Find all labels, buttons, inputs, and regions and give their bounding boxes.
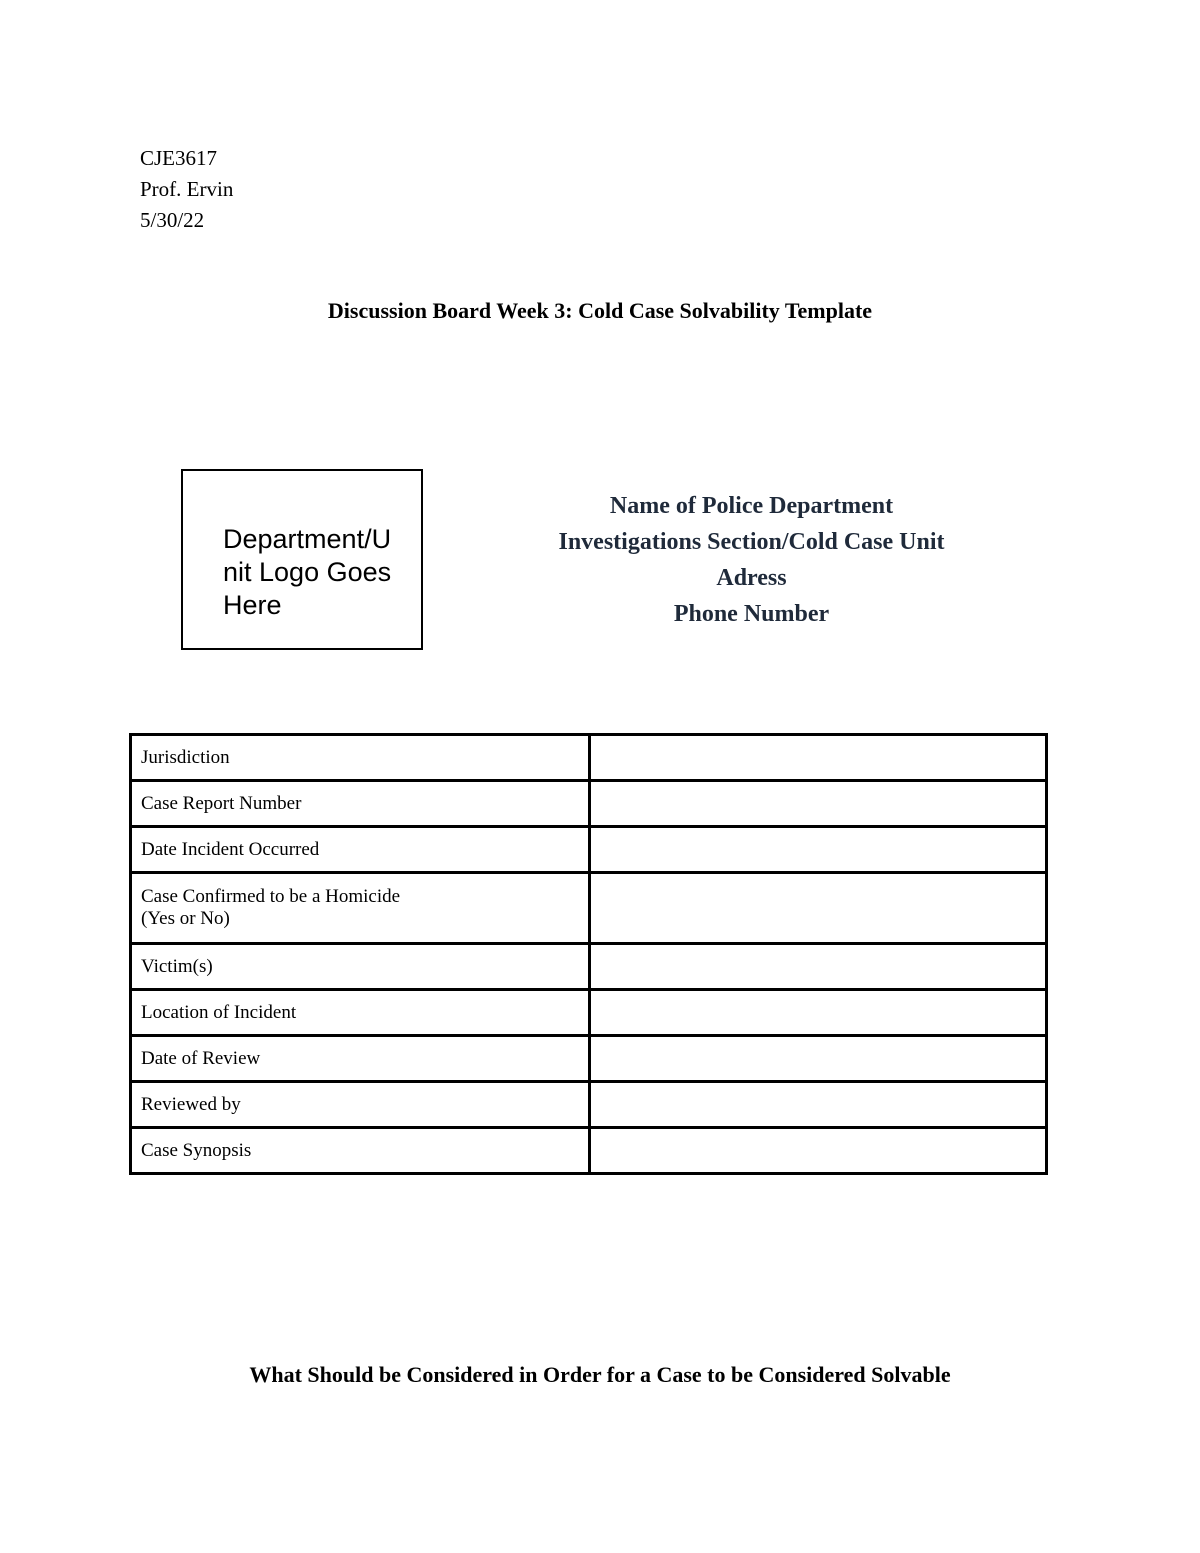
- row-value[interactable]: [590, 1036, 1047, 1082]
- department-section: Investigations Section/Cold Case Unit: [558, 529, 945, 555]
- row-value[interactable]: [590, 1082, 1047, 1128]
- row-value[interactable]: [590, 827, 1047, 873]
- row-value[interactable]: [590, 735, 1047, 781]
- row-value[interactable]: [590, 944, 1047, 990]
- department-name: Name of Police Department: [609, 493, 894, 519]
- row-label-line2: (Yes or No): [141, 908, 230, 929]
- table-row: [131, 781, 1047, 827]
- professor-name: Prof. Ervin: [140, 177, 234, 201]
- table-row: [131, 827, 1047, 873]
- course-code: CJE3617: [140, 146, 218, 170]
- department-phone: Phone Number: [673, 601, 830, 627]
- table-row: [131, 1082, 1047, 1128]
- row-value[interactable]: [590, 990, 1047, 1036]
- row-label: Reviewed by: [131, 1082, 590, 1128]
- row-label: Jurisdiction: [131, 735, 590, 781]
- row-label: Case Report Number: [131, 781, 590, 827]
- row-label: [131, 873, 590, 944]
- document-date: 5/30/22: [140, 208, 205, 232]
- table-row: [131, 1036, 1047, 1082]
- table-row: [131, 944, 1047, 990]
- row-label: Date of Review: [131, 1036, 590, 1082]
- row-label: Location of Incident: [131, 990, 590, 1036]
- row-value[interactable]: [590, 781, 1047, 827]
- table-row: [131, 990, 1047, 1036]
- row-label: Victim(s): [131, 944, 590, 990]
- solvability-heading: What Should be Considered in Order for a Case to be Considered Solvable: [249, 1362, 951, 1387]
- case-info-table: [129, 733, 1048, 1175]
- department-info: [500, 488, 1003, 632]
- table-row: [131, 1128, 1047, 1174]
- logo-placeholder-box: [181, 469, 423, 650]
- row-value[interactable]: [590, 873, 1047, 944]
- logo-placeholder-text: Department/Unit Logo Goes Here: [223, 524, 392, 620]
- table-row: [131, 735, 1047, 781]
- department-address: Adress: [716, 565, 787, 591]
- document-title: Discussion Board Week 3: Cold Case Solvability Template: [327, 298, 873, 323]
- table-row: [131, 873, 1047, 944]
- row-label: Case Synopsis: [131, 1128, 590, 1174]
- row-value[interactable]: [590, 1128, 1047, 1174]
- document-header: [140, 143, 233, 236]
- row-label-line1: Case Confirmed to be a Homicide: [141, 886, 401, 907]
- row-label: Date Incident Occurred: [131, 827, 590, 873]
